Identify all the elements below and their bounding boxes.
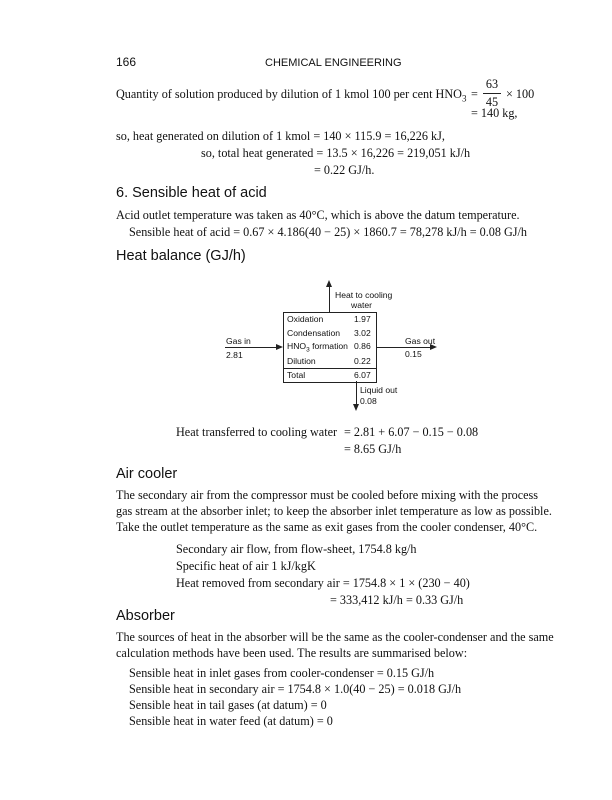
total-divider <box>284 368 376 369</box>
heat-to-cooling-label-1: Heat to cooling <box>335 290 393 300</box>
liquid-out-label: Liquid out <box>360 385 398 395</box>
absorber-para-2: calculation methods have been used. The results are summarised below: <box>116 646 468 660</box>
dilution-equals: = <box>471 87 478 101</box>
row-dilution-value: 0.22 <box>354 356 371 366</box>
air-cooler-para-3: Take the outlet temperature as the same as exit gases from the cooler condenser, 40°C. <box>116 520 538 534</box>
page-number: 166 <box>116 55 137 69</box>
air-cooler-line-3: Heat removed from secondary air = 1754.8 × 1 × (230 − 40) <box>176 576 470 590</box>
absorber-item: Sensible heat in water feed (at datum) = 0 <box>129 714 333 728</box>
row-hno3-formation-value: 0.86 <box>354 341 371 351</box>
gas-out-label: Gas out <box>405 336 436 346</box>
fraction-numerator: 63 <box>485 77 499 91</box>
section-6-title: 6. Sensible heat of acid <box>116 185 267 201</box>
row-hno3-formation-label: $HNO_3$ formation <box>287 341 348 354</box>
row-condensation-value: 3.02 <box>354 328 371 338</box>
air-cooler-line-4: = 333,412 kJ/h = 0.33 GJ/h <box>330 593 464 607</box>
gas-in-arrow-shaft <box>225 347 277 348</box>
air-cooler-para-2: gas stream at the absorber inlet; to keep the absorber inlet temperature as low as possible. <box>116 504 552 518</box>
air-cooler-line-2: Specific heat of air 1 kJ/kgK <box>176 559 316 573</box>
air-cooler-para-1: The secondary air from the compressor must be cooled before mixing with the process <box>116 488 539 502</box>
heat-generated-line-1: so, heat generated on dilution of 1 kmol = 140 × 115.9 = 16,226 kJ, <box>116 129 445 143</box>
fraction-denominator: 45 <box>485 95 499 109</box>
dilution-times-100: × 100 <box>506 87 535 101</box>
gas-out-arrow-shaft <box>376 347 431 348</box>
gas-in-value: 2.81 <box>226 350 243 360</box>
absorber-item: Sensible heat in inlet gases from cooler-condenser = 0.15 GJ/h <box>129 666 435 680</box>
section-6-para-1: Acid outlet temperature was taken as 40°C, which is above the datum temperature. <box>116 208 520 222</box>
row-total-label: Total <box>287 370 306 380</box>
section-6-para-2: Sensible heat of acid = 0.67 × 4.186(40 − 25) × 1860.7 = 78,278 kJ/h = 0.08 GJ/h <box>129 225 528 239</box>
up-arrowhead-icon <box>326 280 332 287</box>
absorber-item: Sensible heat in secondary air = 1754.8 × 1.0(40 − 25) = 0.018 GJ/h <box>129 682 462 696</box>
liquid-out-arrow-shaft <box>356 381 357 405</box>
row-dilution-label: Dilution <box>287 356 316 366</box>
dilution-quantity-label: Quantity of solution produced by dilution of 1 kmol 100 per cent $HNO_3$ <box>116 87 467 104</box>
gas-in-label: Gas in <box>226 336 251 346</box>
heat-transferred-eq-2: = 8.65 GJ/h <box>344 442 402 456</box>
row-total-value: 6.07 <box>354 370 371 380</box>
dilution-result: = 140 kg, <box>471 106 518 120</box>
heat-generated-line-3: = 0.22 GJ/h. <box>314 163 375 177</box>
absorber-title: Absorber <box>116 608 175 624</box>
fraction-bar <box>483 93 501 94</box>
heat-out-arrow-shaft <box>329 286 330 312</box>
absorber-item: Sensible heat in tail gases (at datum) = 0 <box>129 698 327 712</box>
row-oxidation-label: Oxidation <box>287 314 324 324</box>
row-condensation-label: Condensation <box>287 328 341 338</box>
down-arrowhead-icon <box>353 404 359 411</box>
heat-to-cooling-label-2: water <box>351 300 373 310</box>
row-oxidation-value: 1.97 <box>354 314 371 324</box>
heat-transferred-eq-1: = 2.81 + 6.07 − 0.15 − 0.08 <box>344 425 479 439</box>
heat-generated-line-2: so, total heat generated = 13.5 × 16,226 = 219,051 kJ/h <box>201 146 471 160</box>
liquid-out-value: 0.08 <box>360 396 377 406</box>
heat-transferred-label: Heat transferred to cooling water <box>176 425 338 439</box>
heat-balance-title: Heat balance (GJ/h) <box>116 248 246 264</box>
absorber-para-1: The sources of heat in the absorber will be the same as the cooler-condenser and the same <box>116 630 554 644</box>
air-cooler-line-1: Secondary air flow, from flow-sheet, 1754.8 kg/h <box>176 542 417 556</box>
running-title: CHEMICAL ENGINEERING <box>265 57 402 69</box>
right-arrowhead-icon <box>276 344 283 350</box>
gas-out-value: 0.15 <box>405 349 422 359</box>
air-cooler-title: Air cooler <box>116 466 178 482</box>
